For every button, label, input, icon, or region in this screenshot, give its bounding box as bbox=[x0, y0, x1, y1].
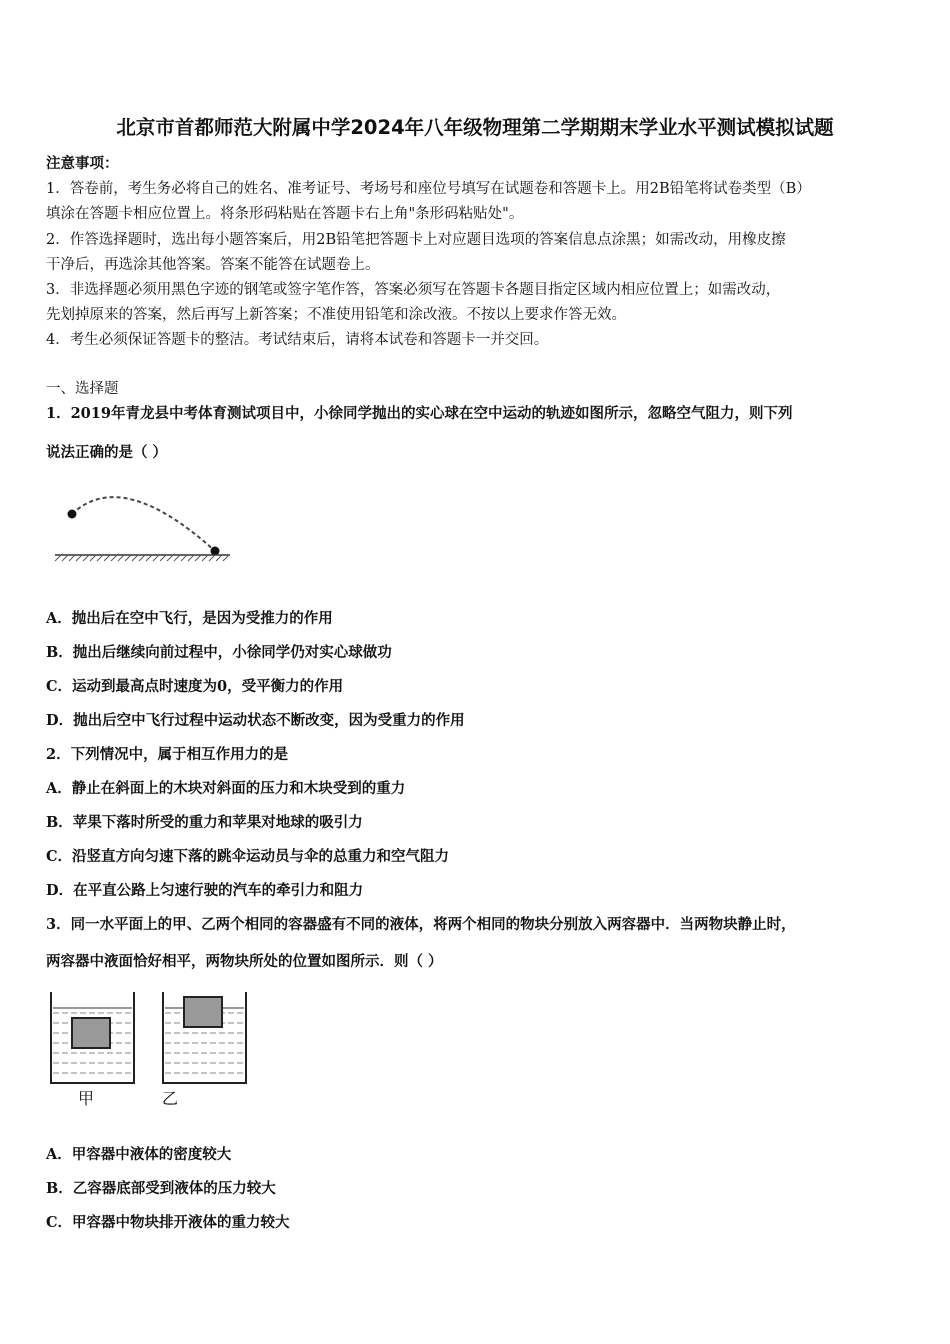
q2-stem: 2．下列情况中，属于相互作用力的是 bbox=[46, 746, 289, 763]
figure-label-yi: 乙 bbox=[162, 1089, 179, 1108]
q1-stem-line1: 1．2019年青龙县中考体育测试项目中，小徐同学抛出的实心球在空中运动的轨迹如图所示，忽略空气阻力，则下列 bbox=[46, 405, 793, 422]
notice-line: 2．作答选择题时，选出每小题答案后，用2B铅笔把答题卡上对应题目选项的答案信息点涂黑；如需改动，用橡皮擦 bbox=[46, 232, 786, 248]
q1-option-d: D．抛出后空中飞行过程中运动状态不断改变，因为受重力的作用 bbox=[46, 712, 465, 729]
container-yi bbox=[163, 992, 246, 1083]
q2-option-a: A．静止在斜面上的木块对斜面的压力和木块受到的重力 bbox=[46, 780, 406, 797]
notice-line: 先划掉原来的答案，然后再写上新答案；不准使用铅笔和涂改液。不按以上要求作答无效。 bbox=[46, 307, 626, 323]
notice-line: 填涂在答题卡相应位置上。将条形码粘贴在答题卡右上角"条形码粘贴处"。 bbox=[46, 206, 524, 222]
q1-trajectory-figure bbox=[50, 485, 230, 565]
notice-line: 3．非选择题必须用黑色字迹的钢笔或签字笔作答，答案必须写在答题卡各题目指定区域内相应位置上；如需改动， bbox=[46, 282, 781, 298]
q3-option-a: A．甲容器中液体的密度较大 bbox=[46, 1146, 232, 1163]
section-heading: 一、选择题 bbox=[46, 381, 119, 397]
q1-option-b: B．抛出后继续向前过程中，小徐同学仍对实心球做功 bbox=[46, 644, 392, 661]
notice-line: 4．考生必须保证答题卡的整洁。考试结束后，请将本试卷和答题卡一并交回。 bbox=[46, 332, 549, 348]
block-jia bbox=[72, 1018, 110, 1048]
ground-hatch bbox=[55, 555, 229, 561]
q1-option-c: C．运动到最高点时速度为0，受平衡力的作用 bbox=[46, 678, 344, 695]
notice-line: 1．答卷前，考生务必将自己的姓名、准考证号、考场号和座位号填写在试题卷和答题卡上。用2B铅笔将试卷类型（B） bbox=[46, 181, 811, 197]
trajectory-path bbox=[72, 497, 215, 551]
q2-option-d: D．在平直公路上匀速行驶的汽车的牵引力和阻力 bbox=[46, 882, 364, 899]
q1-stem-line2: 说法正确的是（ ） bbox=[46, 444, 168, 461]
q1-option-a: A．抛出后在空中飞行，是因为受推力的作用 bbox=[46, 610, 333, 627]
q2-option-b: B．苹果下落时所受的重力和苹果对地球的吸引力 bbox=[46, 814, 363, 831]
notice-heading: 注意事项： bbox=[46, 155, 119, 172]
figure-label-jia: 甲 bbox=[78, 1089, 95, 1108]
q3-stem-line2: 两容器中液面恰好相平，两物块所处的位置如图所示．则（ ） bbox=[46, 953, 443, 970]
q3-option-b: B．乙容器底部受到液体的压力较大 bbox=[46, 1180, 276, 1197]
block-yi bbox=[184, 997, 222, 1027]
exam-title: 北京市首都师范大附属中学2024年八年级物理第二学期期末学业水平测试模拟试题 bbox=[116, 116, 834, 139]
launch-point bbox=[68, 510, 77, 519]
q3-containers-figure bbox=[48, 990, 258, 1090]
container-jia bbox=[51, 992, 134, 1083]
q3-stem-line1: 3．同一水平面上的甲、乙两个相同的容器盛有不同的液体，将两个相同的物块分别放入两容器中．当两物块静止时， bbox=[46, 916, 796, 933]
landing-point bbox=[211, 547, 220, 556]
q3-option-c: C．甲容器中物块排开液体的重力较大 bbox=[46, 1214, 290, 1231]
q2-option-c: C．沿竖直方向匀速下落的跳伞运动员与伞的总重力和空气阻力 bbox=[46, 848, 450, 865]
notice-line: 干净后，再选涂其他答案。答案不能答在试题卷上。 bbox=[46, 257, 380, 273]
